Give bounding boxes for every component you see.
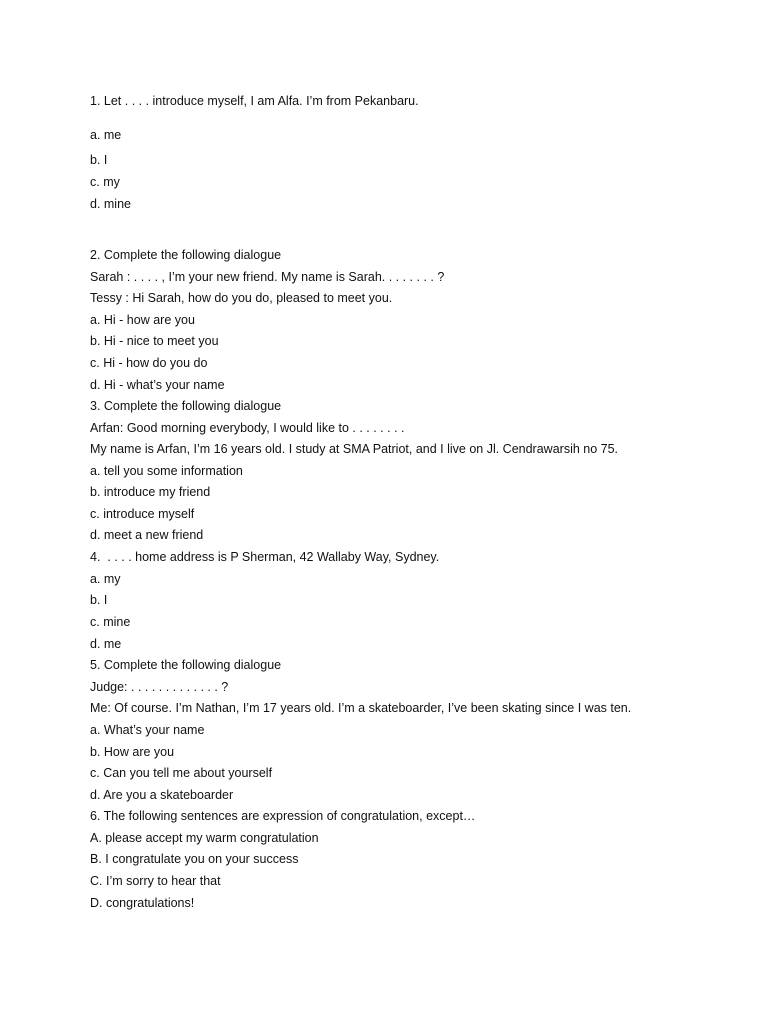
question-2-text: 2. Complete the following dialogue [90,248,282,262]
dialogue-line: My name is Arfan, I’m 16 years old. I study at SMA Patriot, and I live on Jl. Cendrawarsih no 75. [90,442,619,456]
question-4-option-d: d. me [90,637,122,651]
question-1-option-b: b. I [90,153,108,167]
question-5-text: 5. Complete the following dialogue [90,658,282,672]
question-2-option-d: d. Hi - what’s your name [90,378,225,392]
question-3-option-b: b. introduce my friend [90,485,211,499]
question-3-option-c: c. introduce myself [90,507,195,521]
question-5-option-c: c. Can you tell me about yourself [90,766,273,780]
dialogue-line: Arfan: Good morning everybody, I would like to . . . . . . . . [90,421,405,435]
question-2-option-c: c. Hi - how do you do [90,356,208,370]
question-1-text: 1. Let . . . . introduce myself, I am Alfa. I’m from Pekanbaru. [90,94,419,108]
question-4-option-a: a. my [90,572,121,586]
question-2-option-b: b. Hi - nice to meet you [90,334,219,348]
dialogue-line: Me: Of course. I’m Nathan, I’m 17 years old. I’m a skateboarder, I’ve been skating since I was ten. [90,701,632,715]
question-5-option-a: a. What’s your name [90,723,205,737]
question-4-text: 4. . . . . home address is P Sherman, 42 Wallaby Way, Sydney. [90,550,440,564]
question-1-option-d: d. mine [90,197,131,211]
question-6-text: 6. The following sentences are expression of congratulation, except… [90,809,476,823]
question-4-option-b: b. I [90,593,108,607]
question-3-option-d: d. meet a new friend [90,528,204,542]
question-6-option-c: C. I’m sorry to hear that [90,874,221,888]
question-5-option-b: b. How are you [90,745,175,759]
question-1-option-c: c. my [90,175,120,189]
question-5-option-d: d. Are you a skateboarder [90,788,234,802]
question-1-option-a: a. me [90,128,122,142]
question-6-option-d: D. congratulations! [90,896,195,910]
dialogue-line: Judge: . . . . . . . . . . . . . ? [90,680,229,694]
dialogue-line: Sarah : . . . . , I’m your new friend. My name is Sarah. . . . . . . . ? [90,270,445,284]
question-3-option-a: a. tell you some information [90,464,243,478]
question-6-option-b: B. I congratulate you on your success [90,852,299,866]
question-6-option-a: A. please accept my warm congratulation [90,831,319,845]
question-2-option-a: a. Hi - how are you [90,313,195,327]
question-3-text: 3. Complete the following dialogue [90,399,282,413]
question-4-option-c: c. mine [90,615,131,629]
dialogue-line: Tessy : Hi Sarah, how do you do, pleased to meet you. [90,291,393,305]
